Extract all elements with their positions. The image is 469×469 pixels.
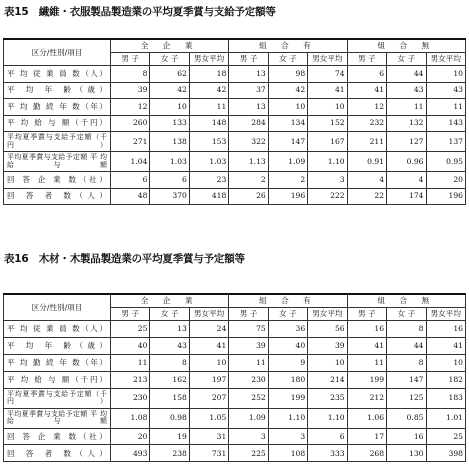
table-row xyxy=(4,132,466,152)
table-cell: 152 xyxy=(308,115,347,132)
column-header-average: 男女平均 xyxy=(426,308,466,321)
table-cell: 3 xyxy=(268,428,307,445)
column-header-female: 女 子 xyxy=(268,53,307,66)
table-cell: 42 xyxy=(268,82,307,99)
column-group-all: 全 企 業 xyxy=(111,294,229,308)
table-cell: 10 xyxy=(308,99,347,116)
table-cell: 13 xyxy=(229,99,268,116)
table-cell: 235 xyxy=(308,388,347,408)
table-cell: 0.96 xyxy=(387,152,426,172)
table-cell: 162 xyxy=(150,371,189,388)
table-cell: 183 xyxy=(426,388,466,408)
table-cell: 0.91 xyxy=(347,152,386,172)
table-cell: 10 xyxy=(150,99,189,116)
table-cell: 252 xyxy=(229,388,268,408)
table-cell: 12 xyxy=(347,99,386,116)
table-cell: 196 xyxy=(426,188,466,205)
table-cell: 322 xyxy=(229,132,268,152)
table-cell: 62 xyxy=(150,66,189,83)
table-cell: 196 xyxy=(268,188,307,205)
table-row xyxy=(4,371,466,388)
table-row xyxy=(4,408,466,428)
row-label: 平 均 年 齢（歳） xyxy=(4,82,111,99)
table-cell: 147 xyxy=(268,132,307,152)
table-cell: 333 xyxy=(308,445,347,462)
row-label: 回 答 者 数（人） xyxy=(4,445,111,462)
table-row xyxy=(4,388,466,408)
table-cell: 1.10 xyxy=(268,408,307,428)
table-cell: 1.03 xyxy=(150,152,189,172)
column-header-female: 女 子 xyxy=(268,308,307,321)
column-header-female: 女 子 xyxy=(387,308,426,321)
table-cell: 11 xyxy=(229,354,268,371)
table-cell: 132 xyxy=(387,115,426,132)
column-group-nonunion: 組 合 無 xyxy=(347,39,465,53)
table-cell: 12 xyxy=(111,99,150,116)
table-cell: 1.03 xyxy=(189,152,228,172)
table-cell: 17 xyxy=(347,428,386,445)
table-cell: 18 xyxy=(189,66,228,83)
table-cell: 1.13 xyxy=(229,152,268,172)
table-cell: 271 xyxy=(111,132,150,152)
table-15-body xyxy=(4,66,466,205)
table-cell: 43 xyxy=(387,82,426,99)
table-cell: 41 xyxy=(347,82,386,99)
table-cell: 182 xyxy=(426,371,466,388)
table-cell: 74 xyxy=(308,66,347,83)
row-label: 平 均 勤 続 年 数（年） xyxy=(4,99,111,116)
table-cell: 174 xyxy=(387,188,426,205)
table-cell: 10 xyxy=(308,354,347,371)
table-cell: 0.95 xyxy=(426,152,466,172)
column-header-corner: 区分/性別/項目 xyxy=(4,294,111,321)
table-cell: 48 xyxy=(111,188,150,205)
table-cell: 108 xyxy=(268,445,307,462)
table-cell: 1.06 xyxy=(347,408,386,428)
table-cell: 238 xyxy=(150,445,189,462)
table-cell: 3 xyxy=(308,172,347,189)
row-label: 平均夏季賞与支給予定額（千円） xyxy=(4,132,111,152)
table-cell: 42 xyxy=(189,82,228,99)
row-label: 平 均 従 業 員 数（人） xyxy=(4,321,111,338)
table-cell: 153 xyxy=(189,132,228,152)
table-cell: 11 xyxy=(111,354,150,371)
table-cell: 148 xyxy=(189,115,228,132)
table-row xyxy=(4,66,466,83)
column-header-female: 女 子 xyxy=(150,308,189,321)
table-row xyxy=(4,445,466,462)
row-label: 回 答 者 数（人） xyxy=(4,188,111,205)
table-cell: 130 xyxy=(387,445,426,462)
table-cell: 11 xyxy=(347,354,386,371)
table-cell: 10 xyxy=(189,354,228,371)
table-cell: 167 xyxy=(308,132,347,152)
table-cell: 98 xyxy=(268,66,307,83)
column-header-average: 男女平均 xyxy=(426,53,466,66)
column-header-male: 男 子 xyxy=(347,308,386,321)
table-cell: 8 xyxy=(387,321,426,338)
table-cell: 39 xyxy=(308,337,347,354)
table-cell: 40 xyxy=(268,337,307,354)
table-row xyxy=(4,172,466,189)
table-cell: 493 xyxy=(111,445,150,462)
table-cell: 43 xyxy=(150,337,189,354)
table-cell: 6 xyxy=(347,66,386,83)
column-header-average: 男女平均 xyxy=(189,308,228,321)
table-cell: 20 xyxy=(111,428,150,445)
column-group-all: 全 企 業 xyxy=(111,39,229,53)
table-cell: 8 xyxy=(150,354,189,371)
row-label: 平 均 勤 続 年 数（年） xyxy=(4,354,111,371)
column-group-nonunion: 組 合 無 xyxy=(347,294,465,308)
table-cell: 133 xyxy=(150,115,189,132)
column-group-union: 組 合 有 xyxy=(229,39,347,53)
table-cell: 137 xyxy=(426,132,466,152)
table-cell: 212 xyxy=(347,388,386,408)
table-cell: 0.85 xyxy=(387,408,426,428)
row-label: 回 答 企 業 数（社） xyxy=(4,172,111,189)
table-cell: 418 xyxy=(189,188,228,205)
table-cell: 2 xyxy=(229,172,268,189)
row-label: 平 均 給 与 額（千円） xyxy=(4,371,111,388)
column-header-male: 男 子 xyxy=(111,308,150,321)
table-cell: 13 xyxy=(150,321,189,338)
table-cell: 268 xyxy=(347,445,386,462)
column-header-male: 男 子 xyxy=(347,53,386,66)
table-cell: 370 xyxy=(150,188,189,205)
table-cell: 39 xyxy=(229,337,268,354)
row-label: 平均夏季賞与支給予定額 平 均 給 与 額 xyxy=(4,408,111,428)
table-cell: 2 xyxy=(268,172,307,189)
table-cell: 11 xyxy=(426,99,466,116)
table-cell: 56 xyxy=(308,321,347,338)
table-cell: 8 xyxy=(111,66,150,83)
table-cell: 26 xyxy=(229,188,268,205)
table-cell: 143 xyxy=(426,115,466,132)
table-cell: 230 xyxy=(229,371,268,388)
row-label: 回 答 企 業 数（社） xyxy=(4,428,111,445)
table-cell: 260 xyxy=(111,115,150,132)
table-cell: 31 xyxy=(189,428,228,445)
table-cell: 180 xyxy=(268,371,307,388)
table-cell: 230 xyxy=(111,388,150,408)
table-cell: 44 xyxy=(387,337,426,354)
table-cell: 10 xyxy=(426,66,466,83)
table-row xyxy=(4,337,466,354)
table-cell: 1.09 xyxy=(229,408,268,428)
table-cell: 23 xyxy=(189,172,228,189)
column-header-male: 男 子 xyxy=(111,53,150,66)
table-cell: 127 xyxy=(387,132,426,152)
table-cell: 40 xyxy=(111,337,150,354)
table-cell: 16 xyxy=(426,321,466,338)
table-cell: 41 xyxy=(189,337,228,354)
column-header-female: 女 子 xyxy=(387,53,426,66)
table-cell: 222 xyxy=(308,188,347,205)
table-cell: 225 xyxy=(229,445,268,462)
table-cell: 10 xyxy=(268,99,307,116)
table-row xyxy=(4,115,466,132)
column-header-male: 男 子 xyxy=(229,53,268,66)
table-cell: 158 xyxy=(150,388,189,408)
table-row xyxy=(4,82,466,99)
table-cell: 41 xyxy=(347,337,386,354)
table-cell: 75 xyxy=(229,321,268,338)
table-cell: 9 xyxy=(268,354,307,371)
table-cell: 147 xyxy=(387,371,426,388)
row-label: 平 均 従 業 員 数（人） xyxy=(4,66,111,83)
table-cell: 1.04 xyxy=(111,152,150,172)
table-cell: 197 xyxy=(189,371,228,388)
row-label: 平 均 年 齢（歳） xyxy=(4,337,111,354)
table-cell: 36 xyxy=(268,321,307,338)
column-header-average: 男女平均 xyxy=(308,308,347,321)
table-cell: 16 xyxy=(387,428,426,445)
table-row xyxy=(4,321,466,338)
table-16 xyxy=(3,293,466,462)
table-cell: 19 xyxy=(150,428,189,445)
table-row xyxy=(4,99,466,116)
table-16-body xyxy=(4,321,466,462)
table-cell: 1.09 xyxy=(268,152,307,172)
table-cell: 1.01 xyxy=(426,408,466,428)
column-header-female: 女 子 xyxy=(150,53,189,66)
table-cell: 42 xyxy=(150,82,189,99)
table-cell: 214 xyxy=(308,371,347,388)
table-cell: 11 xyxy=(189,99,228,116)
table-cell: 24 xyxy=(189,321,228,338)
table-cell: 398 xyxy=(426,445,466,462)
table-cell: 41 xyxy=(426,337,466,354)
table-row xyxy=(4,152,466,172)
table-cell: 3 xyxy=(229,428,268,445)
table-cell: 1.05 xyxy=(189,408,228,428)
table-cell: 731 xyxy=(189,445,228,462)
table-cell: 8 xyxy=(387,354,426,371)
table-cell: 199 xyxy=(268,388,307,408)
table-cell: 211 xyxy=(347,132,386,152)
table-cell: 1.10 xyxy=(308,408,347,428)
table-cell: 207 xyxy=(189,388,228,408)
table-cell: 1.08 xyxy=(111,408,150,428)
table-cell: 4 xyxy=(387,172,426,189)
column-header-average: 男女平均 xyxy=(189,53,228,66)
table-cell: 43 xyxy=(426,82,466,99)
table-15 xyxy=(3,38,466,205)
table-cell: 37 xyxy=(229,82,268,99)
table-cell: 138 xyxy=(150,132,189,152)
column-group-union: 組 合 有 xyxy=(229,294,347,308)
table-cell: 44 xyxy=(387,66,426,83)
table-row xyxy=(4,428,466,445)
column-header-male: 男 子 xyxy=(229,308,268,321)
table-cell: 25 xyxy=(111,321,150,338)
table-cell: 6 xyxy=(111,172,150,189)
table-cell: 10 xyxy=(426,354,466,371)
table-15-title: 表15 繊維・衣服製品製造業の平均夏季賞与支給予定額等 xyxy=(4,6,276,18)
table-row xyxy=(4,354,466,371)
table-cell: 11 xyxy=(387,99,426,116)
table-cell: 13 xyxy=(229,66,268,83)
table-cell: 6 xyxy=(150,172,189,189)
row-label: 平 均 給 与 額（千円） xyxy=(4,115,111,132)
column-header-average: 男女平均 xyxy=(308,53,347,66)
table-cell: 4 xyxy=(347,172,386,189)
table-cell: 16 xyxy=(347,321,386,338)
table-cell: 0.98 xyxy=(150,408,189,428)
table-row xyxy=(4,188,466,205)
table-cell: 232 xyxy=(347,115,386,132)
row-label: 平均夏季賞与支給予定額（千円） xyxy=(4,388,111,408)
column-header-corner: 区分/性別/項目 xyxy=(4,39,111,66)
table-cell: 199 xyxy=(347,371,386,388)
table-cell: 41 xyxy=(308,82,347,99)
table-cell: 213 xyxy=(111,371,150,388)
table-cell: 6 xyxy=(308,428,347,445)
table-cell: 20 xyxy=(426,172,466,189)
table-cell: 39 xyxy=(111,82,150,99)
table-cell: 125 xyxy=(387,388,426,408)
table-cell: 284 xyxy=(229,115,268,132)
table-16-title: 表16 木材・木製品製造業の平均夏季賞与予定額等 xyxy=(4,253,245,265)
table-cell: 25 xyxy=(426,428,466,445)
table-cell: 134 xyxy=(268,115,307,132)
table-cell: 1.10 xyxy=(308,152,347,172)
table-cell: 22 xyxy=(347,188,386,205)
row-label: 平均夏季賞与支給予定額 平 均 給 与 額 xyxy=(4,152,111,172)
